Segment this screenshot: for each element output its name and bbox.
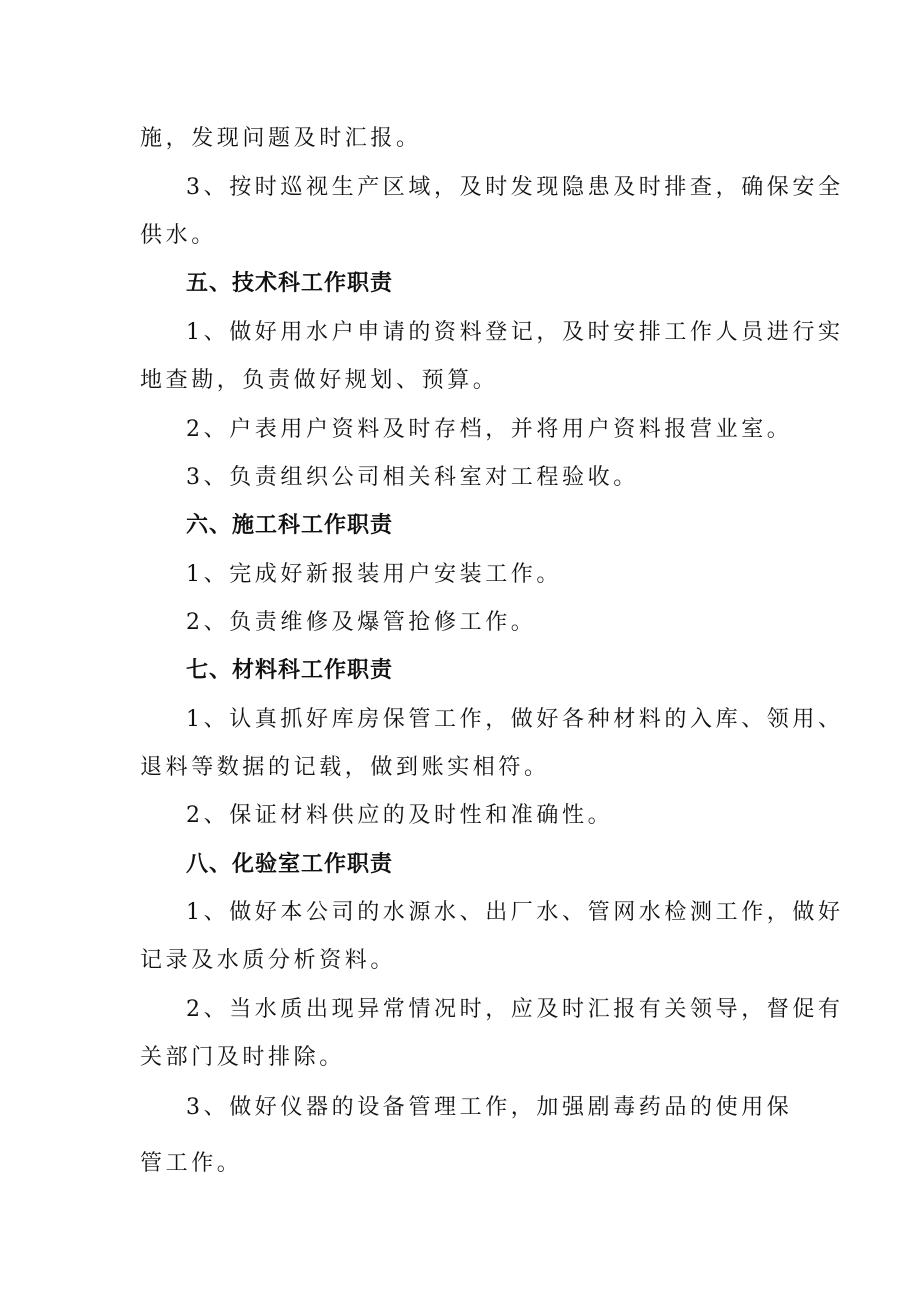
text-line: 1、做好用水户申请的资料登记，及时安排工作人员进行实	[186, 320, 844, 345]
section-heading: 六、施工科工作职责	[186, 513, 394, 538]
text-line: 2、户表用户资料及时存档，并将用户资料报营业室。	[186, 417, 793, 442]
section-heading: 五、技术科工作职责	[186, 271, 394, 296]
text-line: 2、负责维修及爆管抢修工作。	[186, 610, 537, 635]
text-line: 记录及水质分析资料。	[140, 948, 397, 973]
text-line: 施，发现问题及时汇报。	[140, 126, 422, 151]
text-line: 关部门及时排除。	[140, 1045, 345, 1070]
section-heading: 七、材料科工作职责	[186, 658, 394, 683]
text-line: 供水。	[140, 223, 217, 248]
text-line: 2、当水质出现异常情况时，应及时汇报有关领导，督促有	[186, 997, 844, 1022]
text-line: 1、认真抓好库房保管工作，做好各种材料的入库、领用、	[186, 707, 844, 732]
text-line: 退料等数据的记载，做到账实相符。	[140, 755, 550, 780]
text-line: 3、负责组织公司相关科室对工程验收。	[186, 465, 639, 490]
text-line: 管工作。	[140, 1151, 243, 1176]
text-line: 2、保证材料供应的及时性和准确性。	[186, 803, 614, 828]
text-line: 1、完成好新报装用户安装工作。	[186, 562, 562, 587]
text-line: 地查勘，负责做好规划、预算。	[140, 368, 499, 393]
text-line: 1、做好本公司的水源水、出厂水、管网水检测工作，做好	[186, 900, 844, 925]
section-heading: 八、化验室工作职责	[186, 852, 394, 877]
text-line: 3、做好仪器的设备管理工作，加强剧毒药品的使用保	[186, 1095, 793, 1120]
text-line: 3、按时巡视生产区域，及时发现隐患及时排查，确保安全	[186, 175, 844, 200]
